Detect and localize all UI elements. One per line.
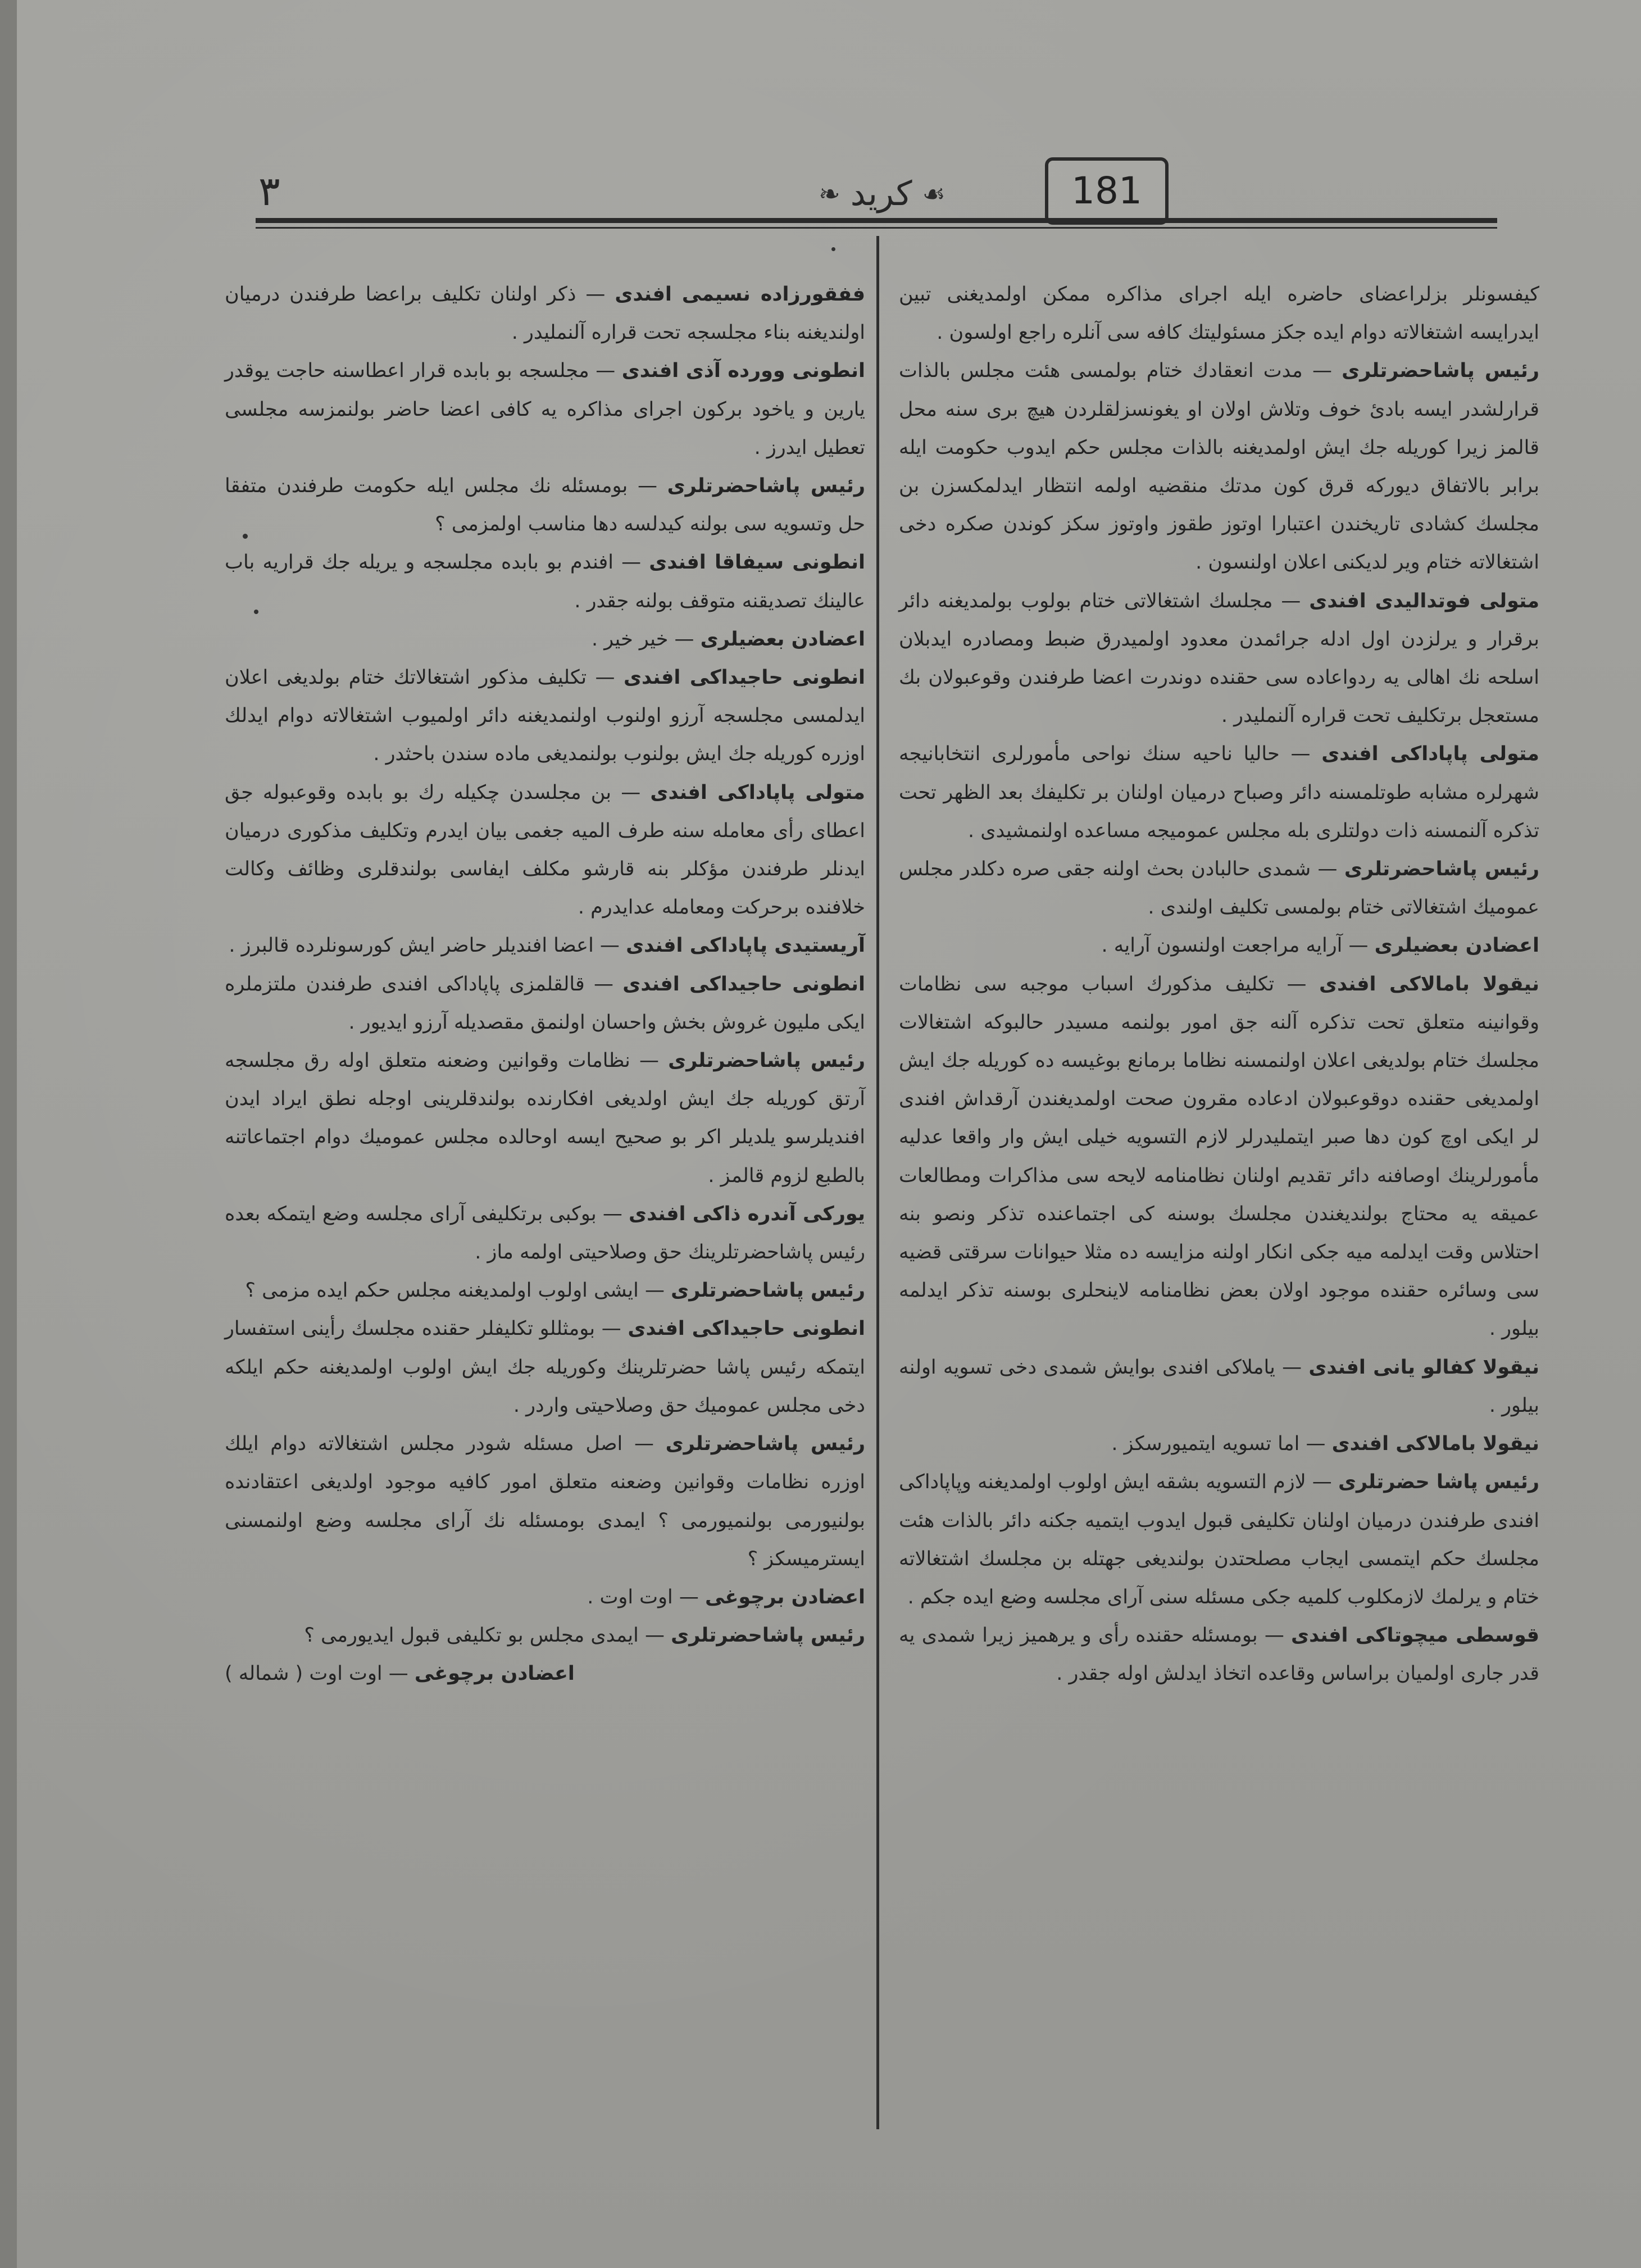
speaker-name: رئيس پاشاحضرتلرى: [665, 1433, 865, 1456]
speech-dash: —: [584, 972, 623, 996]
speech-dash: —: [611, 781, 651, 804]
speaker-name: نيقولا بامالاكى افندى: [1331, 1433, 1539, 1456]
right-paragraph: [899, 352, 1539, 581]
speech-dash: —: [382, 1662, 415, 1685]
speaker-name: رئيس پاشاحضرتلرى: [1344, 858, 1539, 881]
speech-text: لازم التسويه بشقه ايش اولوب اولمديغنه وپاپاداكى افندى طرفندن درميان اولنان تكليفى قبول ايدوب ايتميه جكنه دائر بالذات هئت مجلسك حكم ايتمسى ايجاب مصلحتدن بولنديغى جهتله بن مجلسك اشتغالاته ختام و يرلمك لازمكلوب كلميه جكى مسئله سنى آراى مجلسه وضع ايده جكم .: [899, 1471, 1539, 1608]
left-paragraph: [225, 1616, 865, 1655]
speech-dash: —: [1306, 1471, 1338, 1494]
speech-dash: —: [589, 360, 622, 383]
speaker-name: متولى پاپاداكى افندى: [650, 781, 865, 804]
right-paragraph: [899, 926, 1539, 965]
right-paragraph: [899, 1463, 1539, 1616]
speech-text: شمدى حالبادن بحث اولنه جقى صره دكلدر مجلس عموميك اشتغالاتى ختام بولمسى تكليف اولندى .: [899, 858, 1539, 919]
speaker-name: انطونى حاجيداكى افندى: [628, 1317, 865, 1340]
ornament-right-icon: ☙: [922, 179, 945, 209]
page-number: ٣: [258, 167, 280, 215]
speech-dash: —: [1299, 1433, 1332, 1456]
speaker-name: اعضادن برچوغى: [414, 1662, 575, 1685]
speaker-name: رئيس پاشاحضرتلرى: [671, 1624, 865, 1647]
scan-edge: [0, 0, 17, 2268]
speech-dash: —: [1275, 1356, 1309, 1379]
speaker-name: متولى پاپاداكى افندى: [1321, 743, 1539, 766]
speech-text: ايشى اولوب اولمديغنه مجلس حكم ايده مزمى ؟: [245, 1279, 639, 1302]
speaker-name: رئيس پاشا حضرتلرى: [1338, 1471, 1539, 1494]
speaker-name: انطونى سيفاقا افندى: [649, 551, 865, 574]
speech-dash: —: [593, 934, 626, 957]
speech-text: كيفسونلر بزلراعضاى حاضره ايله اجراى مذاكره ممكن اولمديغنى تبين ايدرايسه اشتغالاته دوام ايده جكز مسئوليتك كافه سى آنلره راجع اولسون .: [899, 283, 1539, 344]
speaker-name: اعضادن بعضيلرى: [1374, 934, 1539, 957]
speech-dash: —: [1272, 589, 1310, 612]
speech-text: مجلسك اشتغالاتى ختام بولوب بولمديغنه دائر برقرار و يرلزدن اول ادله جرائمدن معدود اولميدرق ضبط ومصادره ايدبلان اسلحه نك اهالى يه ردواعاده سى حقنده دوندرت اعضا طرفندن وقوعبولان بك مستعجل برتكليف تحت قراره آلنمليدر .: [899, 589, 1539, 728]
speech-dash: —: [1274, 972, 1319, 996]
speech-dash: —: [587, 666, 624, 689]
speech-dash: —: [630, 1049, 669, 1072]
right-column: [899, 275, 1539, 1693]
right-paragraph: [899, 275, 1539, 352]
print-speck: [243, 534, 248, 539]
left-paragraph: [225, 352, 865, 467]
speech-text: بن مجلسدن چكيله رك بو بابده وقوعبوله جق اعطاى رأى معامله سنه طرف الميه جغمى بيان ايدرم وتكليف مذكورى درميان ايدنلر طرفندن مؤكلر بنه قارشو مكلف ايفاسى بولندقلرى وظائف وكالت خلافنده برحركت ومعامله عدايدرم .: [225, 781, 865, 919]
speaker-name: يوركى آندره ذاكى افندى: [629, 1202, 865, 1225]
folio-stamp: 181: [1045, 157, 1169, 225]
speech-dash: —: [596, 1202, 629, 1225]
speech-text: مجلسجه بو بابده قرار اعطاسنه حاجت يوقدر يارين و ياخود بركون اجراى مذاكره يه كافى اعضا حاضر بولنمزسه مجلسى تعطيل ايدرز .: [225, 360, 865, 459]
speech-dash: —: [622, 1433, 666, 1456]
speaker-name: آريستيدى پاپاداكى افندى: [626, 934, 865, 957]
speaker-name: اعضادن بعضيلرى: [700, 628, 865, 651]
speech-text: ذكر اولنان تكليف براعضا طرفندن درميان اولنديغنه بناء مجلسجه تحت قراره آلنمليدر .: [225, 283, 865, 344]
speaker-name: متولى فوتداليدى افندى: [1309, 589, 1540, 612]
left-paragraph: [225, 275, 865, 352]
left-paragraph: [225, 467, 865, 543]
left-paragraph: [225, 620, 865, 658]
left-column: [225, 275, 865, 1693]
speech-dash: —: [638, 1279, 671, 1302]
left-paragraph: [225, 1425, 865, 1578]
speech-dash: —: [613, 551, 649, 574]
speech-text: اوت اوت ( شماله ): [225, 1662, 383, 1685]
speaker-name: نيقولا بامالاكى افندى: [1319, 972, 1539, 996]
speech-text: مدت انعقادك ختام بولمسى هئت مجلس بالذات قرارلشدر ايسه بادئ خوف وتلاش اولان او يغونسزلقلردن هيچ برى سنه محل قالمز زيرا كوريله جك ايش اولمديغنه بالذات مجلس حكم ايدوب حكومت ايله برابر بالاتفاق ديوركه قرق كون مدتك منقضيه اولمه انتظار ايدلمكسزن بن مجلسك كشادى تاريخندن اعتبارا اوتوز طقوز واوتوز سكز كوندن صكره دخى اشتغالاته ختام وير لديكنى اعلان اولنسون .: [899, 360, 1539, 574]
speech-dash: —: [576, 283, 615, 306]
speech-text: اوت اوت .: [587, 1585, 673, 1608]
speaker-name: انطونى وورده آذى افندى: [621, 360, 865, 383]
masthead-title: كريد: [850, 174, 912, 213]
speaker-name: قوسطى ميچوتاكى افندى: [1291, 1624, 1539, 1647]
right-paragraph: [899, 582, 1539, 735]
speech-text: خير خير .: [591, 628, 669, 651]
print-speck: [254, 610, 258, 614]
speech-dash: —: [1279, 743, 1322, 766]
speaker-name: نيقولا كفالو يانى افندى: [1308, 1356, 1539, 1379]
header-rule-thick: [256, 218, 1497, 223]
speech-dash: —: [672, 1585, 706, 1608]
ornament-left-icon: ❧: [819, 179, 840, 209]
speech-text: نظامات وقوانين وضعنه متعلق اوله رق مجلسجه آرتق كوريله جك ايش اولديغى افكارنده بولندقلرينى اوجله نطق ايراد ايدن افنديلرسو يلديلر اكر بو صحيح ايسه اوحالده مجلس عموميك دوام اجتماعاتنه بالطبع لزوم قالمز .: [225, 1049, 865, 1187]
speech-text: قالقلمزى پاپاداكى افندى طرفندن ملتزملره ايكى مليون غروش بخش واحسان اولنمق مقصديله آرزو ايديور .: [225, 972, 865, 1034]
left-paragraph: [225, 1195, 865, 1271]
speech-dash: —: [668, 628, 701, 651]
speech-text: اما تسويه ايتميورسكز .: [1111, 1433, 1300, 1456]
left-paragraph: [225, 658, 865, 774]
speech-dash: —: [1342, 934, 1375, 957]
speech-text: اصل مسئله شودر مجلس اشتغالاته دوام ايلك اوزره نظامات وقوانين وضعنه متعلق امور كافيه موجود اولديغى اعتقادنده بولنيورمى بولنميورمى ؟ ايمدى بومسئله نك آراى مجلسه وضع اولنمسنى ايسترميسكز ؟: [225, 1433, 865, 1570]
speech-text: حاليا ناحيه سنك نواحى مأمورلرى انتخابانيجه شهرلره مشابه طوتلمسنه دائر وصباح درميان اولنان بر تكليفك بعد الظهر تحت تذكره آلنمسنه ذات دولتلرى بله مجلس عموميجه مساعده اولنمشيدى .: [899, 743, 1539, 842]
left-paragraph: [225, 965, 865, 1042]
right-paragraph: [899, 850, 1539, 926]
left-paragraph: [225, 926, 865, 965]
speech-text: تكليف مذكورك اسباب موجبه سى نظامات وقوانينه متعلق تحت تذكره آلنه جق امور بولنمه مسيدر حالبوكه اشتغالات مجلسك ختام بولديغى اعلان اولنمسنه نظاما برمانع بوغيسه ده كوريله جك ايش اولمديغى حقنده دوقوعبولان ادعاده مقرون صحت اولمديغندن آرقداش افندى لر ايكى اوچ كون دها صبر ايتمليدرلر لازم التسويه خيلى ايش وار واقعا عدليه مأمورلرينك اوصافنه دائر تقديم اولنان نظامنامه لايحه سى مذاكرات ومطالعات عميقه يه محتاج بولنديغندن مجلسك بوسنه كى اجتماعنده تذكر ونصو بنه احتلاس وقت ايدلمه ميه جكى انكار اولنه مزايسه ده مثلا حيوانات سرقتى قضيه سى وسائره حقنده موجود اولان بعض نظامنامه لاينحلرى بوسنه تذكر ايدلمه بيلور .: [899, 972, 1539, 1340]
speech-dash: —: [1257, 1624, 1292, 1647]
print-speck: [831, 247, 835, 251]
left-paragraph: [225, 1578, 865, 1616]
speaker-name: رئيس پاشاحضرتلرى: [1342, 360, 1539, 383]
right-paragraph: [899, 735, 1539, 850]
speech-text: ايمدى مجلس بو تكليفى قبول ايديورمى ؟: [304, 1624, 639, 1647]
left-paragraph: [225, 1271, 865, 1310]
speaker-name: رئيس پاشاحضرتلرى: [667, 475, 865, 498]
speech-dash: —: [638, 1624, 671, 1647]
speaker-name: انطونى حاجيداكى افندى: [622, 972, 866, 996]
speaker-name: رئيس پاشاحضرتلرى: [671, 1279, 865, 1302]
speech-dash: —: [1311, 858, 1344, 881]
masthead: [775, 169, 989, 219]
speech-text: بومسئله نك مجلس ايله حكومت طرفندن متفقا حل وتسويه سى بولنه كيدلسه دها مناسب اولمزمى ؟: [225, 475, 865, 536]
left-paragraph: [225, 1310, 865, 1425]
speech-text: بومثللو تكليفلر حقنده مجلسك رأينى استفسار ايتمكه رئيس پاشا حضرتلرينك وكوريله جك ايش اولوب اولمديغنه حكم ايلكه دخى مجلس عموميك حق وصلاحيتى واردر .: [225, 1317, 865, 1417]
speech-text: آرايه مراجعت اولنسون آرايه .: [1101, 934, 1343, 957]
speech-text: بوكبى برتكليفى آراى مجلسه وضع ايتمكه بعده رئيس پاشاحضرتلرينك حق وصلاحيتى اولمه ماز .: [225, 1202, 865, 1264]
left-paragraph: [225, 543, 865, 620]
column-divider: [876, 236, 879, 2129]
speech-dash: —: [595, 1317, 628, 1340]
speech-text: تكليف مذكور اشتغالاتك ختام بولديغى اعلان ايدلمسى مجلسجه آرزو اولنوب اولنمديغنه دائر اولميوب اشتغالاته دوام ايدلك اوزره كوريله جك ايش بولنوب بولنمديغى ماده سندن باحثدر .: [225, 666, 865, 766]
right-paragraph: [899, 965, 1539, 1348]
right-paragraph: [899, 1616, 1539, 1693]
left-paragraph: [225, 1042, 865, 1195]
left-paragraph: [225, 774, 865, 927]
right-paragraph: [899, 1425, 1539, 1463]
speaker-name: رئيس پاشاحضرتلرى: [668, 1049, 865, 1072]
speech-text: افندم بو بابده مجلسجه و يريله جك قراريه باب عالينك تصديقنه متوقف بولنه جقدر .: [225, 551, 865, 612]
speaker-name: اعضادن برچوغى: [705, 1585, 865, 1608]
speech-text: بومسئله حقنده رأى و يرهميز زيرا شمدى يه قدر جارى اولميان براساس وقاعده اتخاذ ايدلش اوله جقدر .: [899, 1624, 1539, 1685]
header-rule-thin: [256, 227, 1497, 229]
speaker-name: ففقورزاده نسيمى افندى: [615, 283, 865, 306]
speech-dash: —: [1302, 360, 1342, 383]
left-paragraph: [225, 1655, 865, 1693]
speaker-name: انطونى حاجيداكى افندى: [623, 666, 865, 689]
speech-text: اعضا افنديلر حاضر ايش كورسونلرده قالبرز .: [229, 934, 594, 957]
speech-text: ياملاكى افندى بوايش شمدى دخى تسويه اولنه بيلور .: [899, 1356, 1539, 1417]
speech-dash: —: [628, 475, 667, 498]
right-paragraph: [899, 1348, 1539, 1425]
